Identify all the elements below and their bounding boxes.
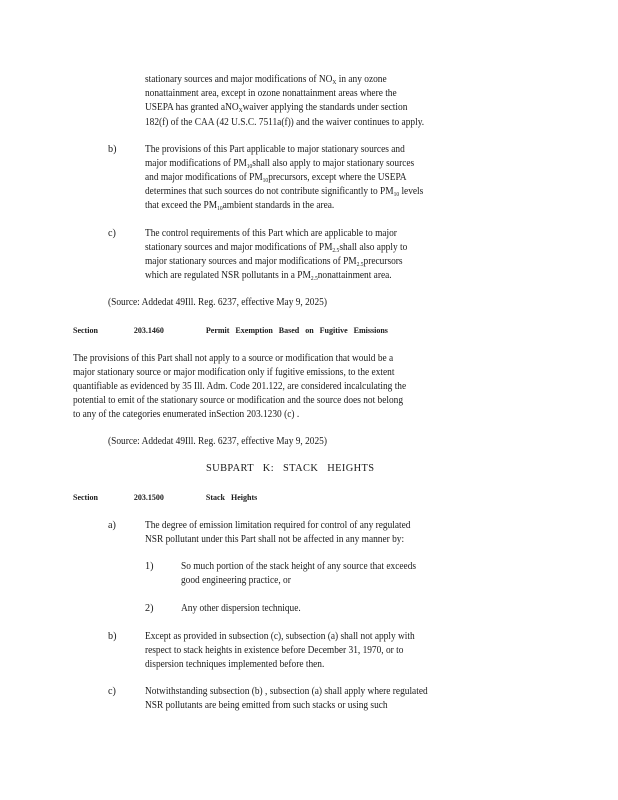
section-1500-b-label: b): [108, 631, 117, 642]
section-1460-line-4: potential to emit of the stationary source or modification and the source does not belong: [73, 395, 404, 406]
section-1500-a-line-1: The degree of emission limitation required for control of any regulated: [145, 520, 411, 531]
item-1-line-2: good engineering practice, or: [181, 575, 291, 586]
section-1500-c-line-2: NSR pollutants are being emitted from such stacks or using such: [145, 700, 388, 711]
para-b-line-1: The provisions of this Part applicable to major stationary sources and: [145, 144, 405, 155]
item-2-label: 2): [145, 603, 154, 614]
section-1500-b-line-1: Except as provided in subsection (c), subsection (a) shall not apply with: [145, 631, 415, 642]
section-1460-line-2: major stationary source or major modification only if fugitive emissions, to the extent: [73, 367, 395, 378]
section-1500-c-label: c): [108, 686, 116, 697]
para-b-line-4: determines that such sources do not contribute significantly to $PM_{10}$ levels: [145, 186, 424, 198]
item-1-label: 1): [145, 561, 154, 572]
source-note: (Source: Addedat 49Ill. Reg. 6237, effective May 9, 2025): [108, 297, 327, 308]
para-c-line-2: stationary sources and major modifications of $PM_{2.5}shall$ also apply to: [145, 242, 408, 254]
para-c-line-4: which are regulated NSR pollutants in a $PM_{2.5}nonattainment$ area.: [145, 270, 392, 282]
para-a-line-2: nonattainment area, except in ozone nonattainment areas where the: [145, 88, 397, 99]
para-c-label: c): [108, 228, 116, 239]
para-a-line-3: USEPA has granted aNO$_X$waiver applying the standards under section: [145, 102, 408, 114]
item-1-line-1: So much portion of the stack height of any source that exceeds: [181, 561, 417, 572]
para-a-line-1: stationary sources and major modifications of $NO_X$ in any ozone: [145, 74, 387, 86]
section-1500-b-line-2: respect to stack heights in existence before December 31, 1970, or to: [145, 645, 404, 656]
para-c-line-1: The control requirements of this Part which are applicable to major: [145, 228, 397, 239]
para-b-line-3: and major modifications of $PM_{10}precursors$, except where the USEPA: [145, 172, 407, 184]
section-1500-a-line-2: NSR pollutant under this Part shall not be affected in any manner by:: [145, 534, 405, 545]
section-heading-1460: Section 203.1460 Permit Exemption Based on Fugitive Emissions: [73, 326, 388, 335]
subpart-title: SUBPART K: STACK HEIGHTS: [206, 463, 375, 474]
source-note: (Source: Addedat 49Ill. Reg. 6237, effective May 9, 2025): [108, 436, 327, 447]
para-b-line-5: that exceed the $PM_{10}ambient$ standards in the area.: [145, 200, 335, 212]
section-1500-b-line-3: dispersion techniques implemented before then.: [145, 659, 325, 670]
item-2-line-1: Any other dispersion technique.: [181, 603, 301, 614]
para-a-line-4: 182(f) of the CAA (42 U.S.C. 7511a(f)) and the waiver continues to apply.: [145, 117, 425, 128]
para-b-line-2: major modifications of $PM_{10}shall$ also apply to major stationary sources: [145, 158, 415, 170]
section-1500-a-label: a): [108, 520, 116, 531]
section-1460-line-5: to any of the categories enumerated inSection 203.1230 (c) .: [73, 409, 300, 420]
para-b-label: b): [108, 144, 117, 155]
section-1460-line-3: quantifiable as evidenced by 35 Ill. Adm. Code 201.122, are considered incalculating the: [73, 381, 407, 392]
section-1460-line-1: The provisions of this Part shall not apply to a source or modification that would be a: [73, 353, 394, 364]
para-c-line-3: major stationary sources and major modifications of $PM_{2.5}precursors$: [145, 256, 403, 268]
section-1500-c-line-1: Notwithstanding subsection (b) , subsection (a) shall apply where regulated: [145, 686, 428, 697]
section-heading-1500: Section 203.1500 Stack Heights: [73, 493, 258, 502]
